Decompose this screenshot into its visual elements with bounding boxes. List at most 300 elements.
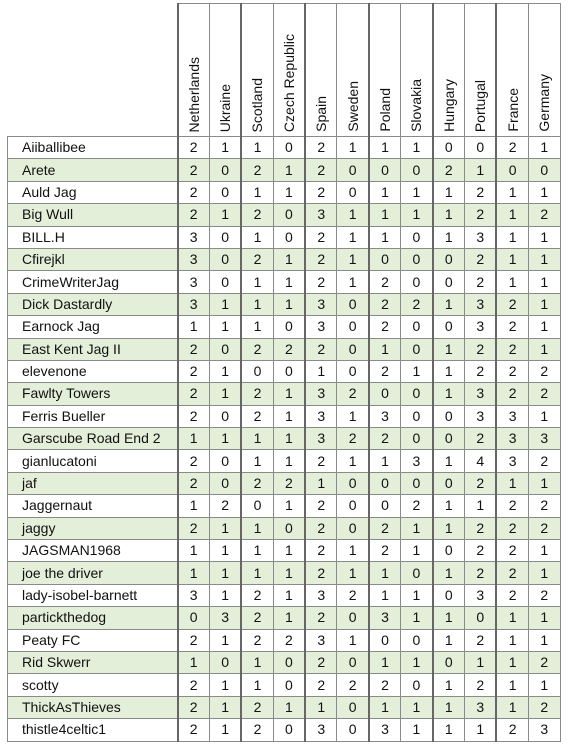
table-row: [8, 181, 561, 203]
score-cell: 1: [241, 316, 273, 338]
score-cell: 2: [528, 651, 560, 673]
score-cell: 0: [337, 495, 369, 517]
score-cell: 1: [209, 360, 241, 382]
table-row: [8, 629, 561, 651]
score-cell: 0: [273, 316, 305, 338]
table-row: [8, 719, 561, 741]
score-cell: 1: [369, 584, 401, 606]
player-name: Rid Skwerr: [8, 651, 178, 673]
score-cell: 0: [209, 271, 241, 293]
score-cell: 1: [401, 137, 433, 159]
score-cell: 2: [369, 293, 401, 315]
score-cell: 2: [178, 338, 210, 360]
score-cell: 1: [241, 450, 273, 472]
score-cell: 2: [241, 204, 273, 226]
table-row: [8, 271, 561, 293]
score-cell: 1: [178, 428, 210, 450]
score-cell: 2: [465, 540, 497, 562]
score-cell: 2: [337, 428, 369, 450]
player-name: elevenone: [8, 360, 178, 382]
score-cell: 2: [241, 383, 273, 405]
score-cell: 3: [305, 584, 337, 606]
column-header-scotland: [241, 4, 273, 137]
score-cell: 2: [465, 629, 497, 651]
score-cell: 0: [433, 137, 465, 159]
table-row: [8, 651, 561, 673]
player-name: BILL.H: [8, 226, 178, 248]
score-cell: 1: [273, 450, 305, 472]
score-cell: 1: [337, 248, 369, 270]
score-cell: 0: [401, 159, 433, 181]
score-cell: 0: [178, 607, 210, 629]
score-cell: 2: [369, 540, 401, 562]
score-cell: 3: [178, 248, 210, 270]
score-cell: 2: [178, 360, 210, 382]
score-cell: 1: [369, 137, 401, 159]
score-cell: 1: [209, 629, 241, 651]
score-cell: 1: [273, 495, 305, 517]
score-cell: 0: [433, 472, 465, 494]
score-cell: 1: [528, 674, 560, 696]
score-cell: 2: [465, 360, 497, 382]
score-cell: 0: [337, 719, 369, 741]
score-cell: 2: [178, 181, 210, 203]
score-cell: 1: [496, 651, 528, 673]
table-row: [8, 562, 561, 584]
score-cell: 1: [528, 248, 560, 270]
score-cell: 0: [241, 360, 273, 382]
player-name: thistle4celtic1: [8, 719, 178, 741]
player-name: gianlucatoni: [8, 450, 178, 472]
score-cell: 1: [528, 226, 560, 248]
score-cell: 1: [241, 517, 273, 539]
score-cell: 1: [273, 540, 305, 562]
score-cell: 1: [209, 204, 241, 226]
score-cell: 0: [433, 248, 465, 270]
score-cell: 0: [496, 159, 528, 181]
score-cell: 1: [273, 584, 305, 606]
player-name: jaggy: [8, 517, 178, 539]
score-cell: 1: [273, 607, 305, 629]
score-cell: 3: [465, 293, 497, 315]
score-cell: 3: [305, 293, 337, 315]
score-cell: 1: [337, 271, 369, 293]
table-row: [8, 472, 561, 494]
score-cell: 2: [369, 674, 401, 696]
score-cell: 1: [178, 651, 210, 673]
score-cell: 0: [401, 226, 433, 248]
score-cell: 1: [209, 719, 241, 741]
table-row: [8, 360, 561, 382]
score-cell: 1: [305, 360, 337, 382]
score-cell: 1: [241, 226, 273, 248]
score-cell: 2: [241, 159, 273, 181]
score-cell: 1: [528, 562, 560, 584]
score-cell: 1: [337, 562, 369, 584]
score-cell: 1: [241, 428, 273, 450]
score-cell: 2: [305, 495, 337, 517]
score-cell: 2: [496, 360, 528, 382]
score-cell: 3: [465, 584, 497, 606]
column-header-label: Spain: [313, 96, 330, 132]
score-cell: 1: [337, 226, 369, 248]
score-cell: 1: [401, 204, 433, 226]
column-header-poland: [369, 4, 401, 137]
score-cell: 0: [337, 316, 369, 338]
score-cell: 1: [273, 383, 305, 405]
table-row: [8, 383, 561, 405]
score-cell: 2: [401, 495, 433, 517]
table-row: [8, 248, 561, 270]
score-cell: 0: [273, 204, 305, 226]
score-cell: 2: [241, 719, 273, 741]
score-cell: 1: [433, 338, 465, 360]
score-cell: 1: [273, 159, 305, 181]
score-cell: 1: [496, 271, 528, 293]
score-cell: 1: [209, 428, 241, 450]
score-cell: 2: [465, 248, 497, 270]
score-cell: 0: [401, 562, 433, 584]
score-cell: 0: [273, 651, 305, 673]
player-name: Ferris Bueller: [8, 405, 178, 427]
score-cell: 2: [496, 540, 528, 562]
score-cell: 0: [273, 517, 305, 539]
score-cell: 1: [401, 607, 433, 629]
score-cell: 2: [465, 204, 497, 226]
score-cell: 0: [433, 316, 465, 338]
score-cell: 0: [209, 226, 241, 248]
score-cell: 2: [465, 562, 497, 584]
player-name: Dick Dastardly: [8, 293, 178, 315]
score-cell: 1: [369, 651, 401, 673]
score-cell: 3: [465, 226, 497, 248]
player-name: jaf: [8, 472, 178, 494]
score-cell: 3: [465, 316, 497, 338]
score-cell: 2: [305, 674, 337, 696]
score-cell: 3: [496, 428, 528, 450]
score-cell: 1: [528, 629, 560, 651]
score-cell: 0: [337, 651, 369, 673]
score-cell: 1: [528, 293, 560, 315]
score-cell: 2: [496, 719, 528, 741]
score-cell: 2: [305, 248, 337, 270]
score-cell: 1: [209, 316, 241, 338]
score-cell: 1: [401, 360, 433, 382]
score-cell: 1: [401, 696, 433, 718]
score-cell: 3: [305, 428, 337, 450]
score-cell: 1: [528, 472, 560, 494]
score-cell: 2: [465, 674, 497, 696]
score-cell: 1: [528, 607, 560, 629]
score-cell: 2: [369, 428, 401, 450]
score-cell: 1: [241, 271, 273, 293]
score-cell: 2: [528, 360, 560, 382]
score-cell: 1: [273, 562, 305, 584]
table-row: [8, 584, 561, 606]
score-cell: 1: [433, 674, 465, 696]
score-cell: 1: [369, 450, 401, 472]
score-cell: 0: [337, 472, 369, 494]
score-cell: 1: [496, 472, 528, 494]
player-name: Fawlty Towers: [8, 383, 178, 405]
score-cell: 3: [465, 696, 497, 718]
score-cell: 1: [273, 271, 305, 293]
score-cell: 0: [369, 472, 401, 494]
score-cell: 2: [528, 383, 560, 405]
score-cell: 1: [178, 316, 210, 338]
column-header-label: Sweden: [344, 81, 361, 132]
score-cell: 0: [401, 248, 433, 270]
table-row: [8, 204, 561, 226]
score-cell: 1: [401, 584, 433, 606]
score-cell: 0: [369, 159, 401, 181]
table-row: [8, 405, 561, 427]
table-row: [8, 674, 561, 696]
score-cell: 2: [178, 696, 210, 718]
score-cell: 2: [496, 338, 528, 360]
score-cell: 3: [178, 271, 210, 293]
score-cell: 2: [305, 226, 337, 248]
score-cell: 2: [369, 360, 401, 382]
score-cell: 1: [528, 137, 560, 159]
score-cell: 0: [337, 607, 369, 629]
score-cell: 1: [369, 562, 401, 584]
score-cell: 0: [209, 159, 241, 181]
score-cell: 4: [465, 450, 497, 472]
column-header-label: Scotland: [249, 77, 266, 132]
score-cell: 1: [241, 293, 273, 315]
score-cell: 0: [209, 405, 241, 427]
score-cell: 1: [496, 607, 528, 629]
score-cell: 2: [337, 674, 369, 696]
score-cell: 0: [401, 338, 433, 360]
table-row: [8, 540, 561, 562]
score-cell: 2: [465, 517, 497, 539]
score-cell: 2: [465, 271, 497, 293]
player-name: joe the driver: [8, 562, 178, 584]
score-cell: 1: [241, 540, 273, 562]
score-cell: 2: [178, 383, 210, 405]
score-cell: 1: [337, 204, 369, 226]
score-cell: 2: [178, 629, 210, 651]
score-cell: 3: [465, 405, 497, 427]
score-cell: 1: [465, 719, 497, 741]
score-cell: 1: [401, 540, 433, 562]
score-cell: 3: [528, 719, 560, 741]
score-cell: 2: [305, 517, 337, 539]
score-cell: 1: [178, 495, 210, 517]
score-cell: 1: [241, 651, 273, 673]
score-cell: 1: [433, 226, 465, 248]
score-cell: 2: [496, 517, 528, 539]
score-cell: 2: [241, 338, 273, 360]
score-cell: 0: [433, 271, 465, 293]
score-cell: 3: [465, 383, 497, 405]
score-cell: 2: [273, 338, 305, 360]
table-row: [8, 696, 561, 718]
score-cell: 1: [433, 293, 465, 315]
table-row: [8, 316, 561, 338]
player-name: CrimeWriterJag: [8, 271, 178, 293]
score-cell: 0: [433, 428, 465, 450]
score-cell: 2: [433, 159, 465, 181]
score-cell: 1: [241, 137, 273, 159]
score-cell: 3: [496, 405, 528, 427]
score-cell: 2: [528, 495, 560, 517]
score-cell: 1: [209, 137, 241, 159]
score-cell: 1: [209, 674, 241, 696]
score-cell: 0: [433, 584, 465, 606]
table-row: [8, 137, 561, 159]
score-cell: 0: [401, 472, 433, 494]
score-cell: 3: [209, 607, 241, 629]
score-cell: 2: [305, 271, 337, 293]
score-cell: 0: [337, 360, 369, 382]
score-cell: 2: [178, 405, 210, 427]
score-cell: 1: [273, 248, 305, 270]
player-name: Auld Jag: [8, 181, 178, 203]
table-row: [8, 428, 561, 450]
score-cell: 0: [369, 495, 401, 517]
score-cell: 0: [273, 360, 305, 382]
score-cell: 2: [496, 293, 528, 315]
score-cell: 1: [401, 719, 433, 741]
score-cell: 1: [401, 651, 433, 673]
score-cell: 1: [433, 517, 465, 539]
score-cell: 1: [209, 517, 241, 539]
player-name: East Kent Jag II: [8, 338, 178, 360]
score-cell: 3: [305, 316, 337, 338]
score-cell: 0: [209, 651, 241, 673]
score-cell: 2: [305, 338, 337, 360]
column-header-label: Ukraine: [217, 83, 234, 132]
score-cell: 3: [528, 428, 560, 450]
score-cell: 1: [305, 696, 337, 718]
score-cell: 0: [337, 338, 369, 360]
score-cell: 0: [401, 383, 433, 405]
score-cell: 3: [305, 383, 337, 405]
score-cell: 2: [465, 472, 497, 494]
column-header-label: France: [504, 88, 521, 132]
score-cell: 0: [273, 226, 305, 248]
score-cell: 1: [496, 674, 528, 696]
score-cell: 3: [305, 719, 337, 741]
score-cell: 0: [209, 450, 241, 472]
score-cell: 2: [369, 517, 401, 539]
score-cell: 1: [241, 562, 273, 584]
table-row: [8, 293, 561, 315]
score-cell: 1: [433, 204, 465, 226]
score-cell: 1: [273, 293, 305, 315]
score-cell: 1: [369, 204, 401, 226]
column-header-portugal: [465, 4, 497, 137]
column-header-netherlands: [178, 4, 210, 137]
score-cell: 1: [433, 629, 465, 651]
score-cell: 2: [178, 674, 210, 696]
score-cell: 1: [401, 181, 433, 203]
score-cell: 1: [209, 562, 241, 584]
score-cell: 2: [178, 472, 210, 494]
score-cell: 1: [241, 674, 273, 696]
score-cell: 2: [241, 607, 273, 629]
score-cell: 1: [337, 629, 369, 651]
score-cell: 2: [305, 450, 337, 472]
score-cell: 0: [337, 159, 369, 181]
score-cell: 1: [337, 540, 369, 562]
score-cell: 1: [369, 226, 401, 248]
score-cell: 1: [209, 540, 241, 562]
score-cell: 3: [369, 405, 401, 427]
score-cell: 2: [241, 696, 273, 718]
player-name: Peaty FC: [8, 629, 178, 651]
column-header-hungary: [433, 4, 465, 137]
score-cell: 2: [305, 137, 337, 159]
score-cell: 1: [433, 719, 465, 741]
score-cell: 0: [465, 607, 497, 629]
score-cell: 0: [401, 405, 433, 427]
score-cell: 1: [496, 226, 528, 248]
score-cell: 2: [528, 584, 560, 606]
score-cell: 0: [401, 629, 433, 651]
score-cell: 2: [305, 181, 337, 203]
score-cell: 1: [528, 405, 560, 427]
score-cell: 0: [433, 405, 465, 427]
score-cell: 2: [528, 204, 560, 226]
score-cell: 1: [433, 360, 465, 382]
score-cell: 3: [178, 226, 210, 248]
table-row: [8, 495, 561, 517]
score-cell: 1: [209, 383, 241, 405]
player-name: JAGSMAN1968: [8, 540, 178, 562]
player-name: Big Wull: [8, 204, 178, 226]
score-cell: 2: [337, 383, 369, 405]
score-cell: 1: [465, 495, 497, 517]
score-cell: 1: [465, 651, 497, 673]
score-cell: 2: [496, 383, 528, 405]
score-cell: 3: [178, 584, 210, 606]
player-name: lady-isobel-barnett: [8, 584, 178, 606]
column-header-ukraine: [209, 4, 241, 137]
score-cell: 2: [241, 405, 273, 427]
score-cell: 1: [337, 405, 369, 427]
score-cell: 2: [369, 316, 401, 338]
score-cell: 1: [528, 181, 560, 203]
score-cell: 2: [178, 719, 210, 741]
score-cell: 2: [465, 428, 497, 450]
score-cell: 1: [528, 338, 560, 360]
score-cell: 1: [178, 562, 210, 584]
score-cell: 0: [369, 383, 401, 405]
column-header-label: Slovakia: [408, 79, 425, 132]
score-cell: 1: [528, 271, 560, 293]
score-cell: 1: [528, 316, 560, 338]
score-cell: 1: [273, 428, 305, 450]
table-row: [8, 338, 561, 360]
score-cell: 2: [528, 517, 560, 539]
predictions-table: [7, 3, 561, 742]
score-cell: 3: [305, 204, 337, 226]
score-cell: 1: [369, 181, 401, 203]
score-cell: 0: [337, 517, 369, 539]
score-cell: 1: [433, 181, 465, 203]
score-cell: 0: [401, 428, 433, 450]
player-name: scotty: [8, 674, 178, 696]
header-row: [8, 4, 561, 137]
score-cell: 0: [273, 674, 305, 696]
score-cell: 0: [401, 674, 433, 696]
score-cell: 0: [337, 181, 369, 203]
score-cell: 1: [496, 204, 528, 226]
